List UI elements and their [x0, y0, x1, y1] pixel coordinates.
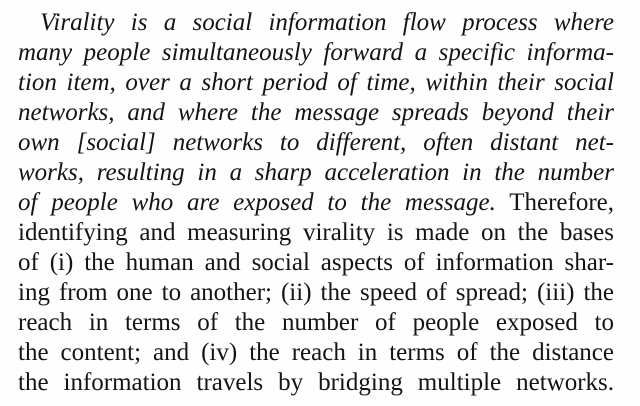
paragraph-line: Virality is a social information flow process where — [40, 9, 614, 36]
paragraph-line-transition — [18, 188, 614, 218]
paragraph-line: own [social] networks to different, often distant net- — [18, 129, 614, 156]
paragraph-line: ing from one to another; (ii) the speed of spread; (iii) the — [18, 279, 614, 306]
paragraph-line: networks, and where the message spreads beyond their — [18, 99, 614, 126]
roman-sentence-start: Therefore, — [509, 189, 614, 216]
paragraph-line: reach in terms of the number of people exposed to — [18, 309, 614, 336]
paragraph-line: the content; and (iv) the reach in terms of the distance — [18, 339, 614, 366]
paragraph-line: of (i) the human and social aspects of information shar- — [18, 249, 614, 276]
paragraph-line: the information travels by bridging multiple networks. — [18, 369, 614, 396]
paragraph-line: many people simultaneously forward a specific informa- — [18, 39, 614, 66]
paragraph-line: tion item, over a short period of time, within their social — [18, 69, 614, 96]
body-paragraph — [18, 8, 614, 398]
italic-sentence-end: of people who are exposed to the message. — [18, 189, 496, 216]
paragraph-line: identifying and measuring virality is made on the bases — [18, 219, 614, 246]
paragraph-line: works, resulting in a sharp acceleration in the number — [18, 159, 614, 186]
